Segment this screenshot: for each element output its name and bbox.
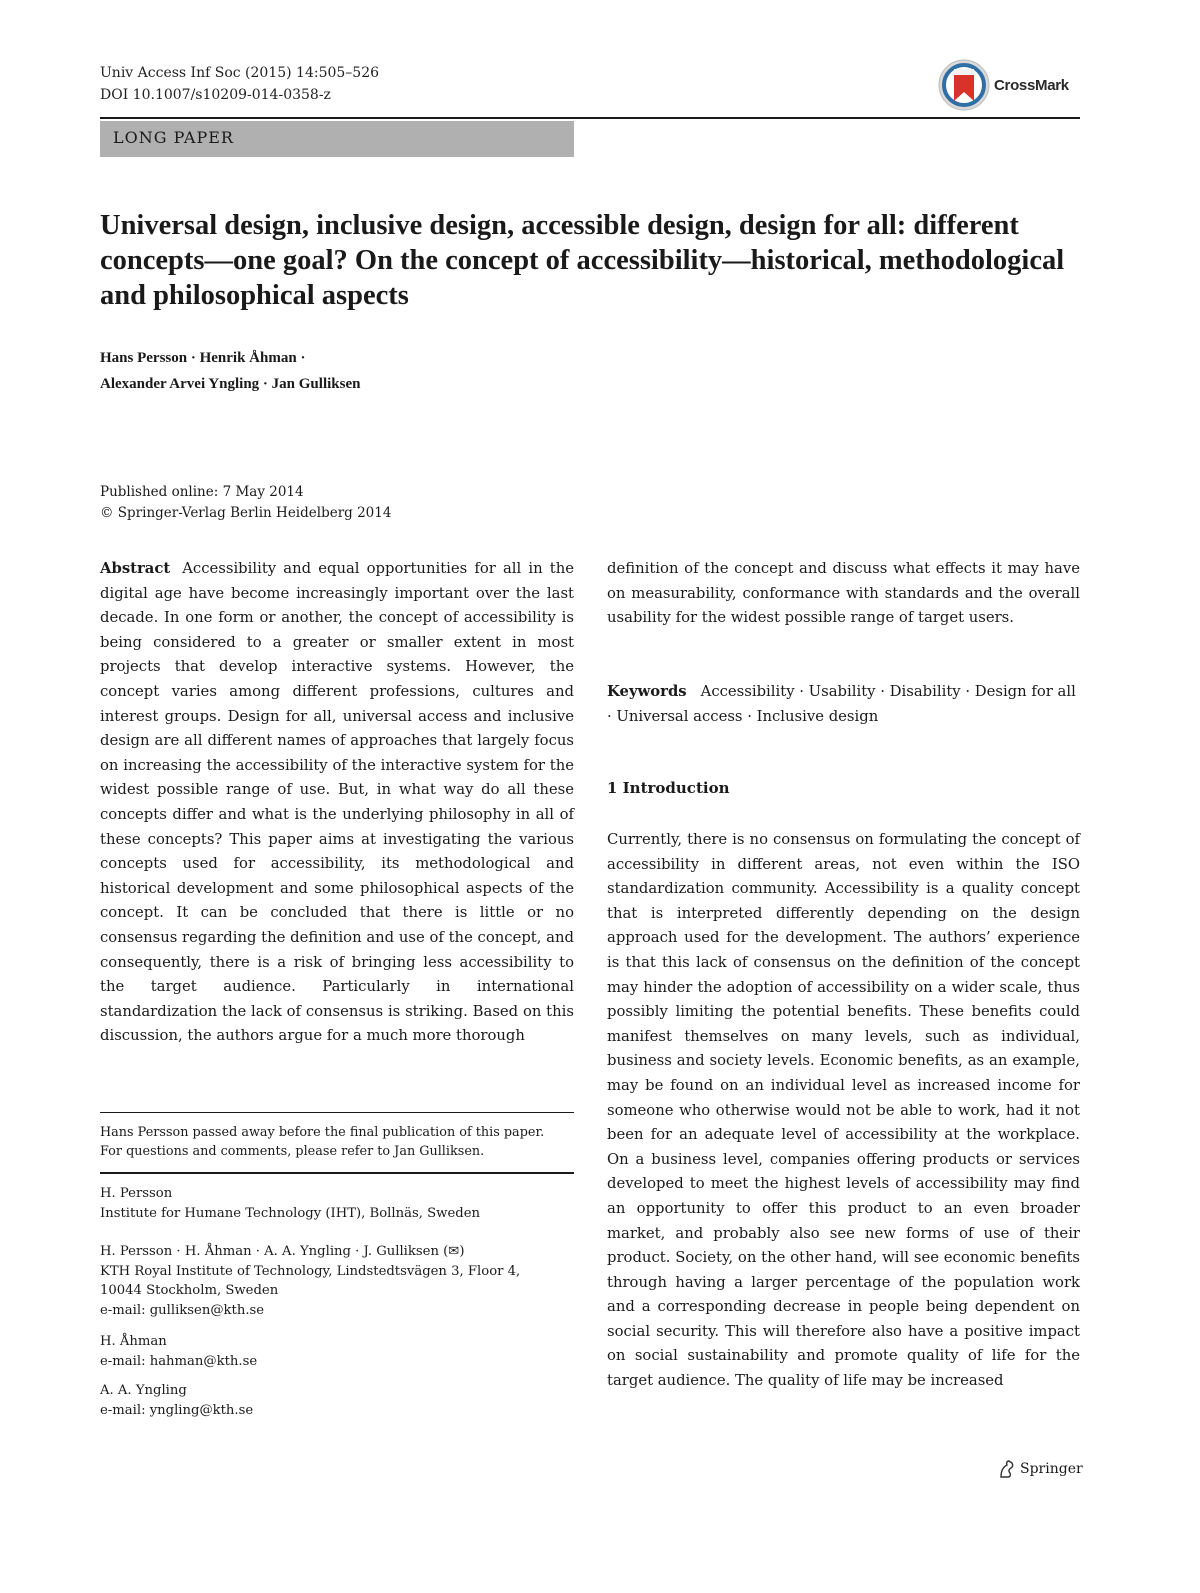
email-link[interactable]: e-mail: hahman@kth.se: [100, 1353, 258, 1369]
doi[interactable]: DOI 10.1007/s10209-014-0358-z: [100, 87, 331, 103]
publisher-name: Springer: [1020, 1461, 1083, 1477]
affiliation-rule: [100, 1172, 574, 1174]
keywords-text: Accessibility · Usability · Disability · Design for all · Universal access · Inclusive design: [607, 683, 1076, 725]
springer-horse-icon: [998, 1459, 1016, 1479]
header-rule: [100, 117, 1080, 119]
affiliation-line: H. Persson · H. Åhman · A. A. Yngling · J. Gulliksen (✉): [100, 1244, 465, 1259]
author-line: Hans Persson · Henrik Åhman ·: [100, 350, 306, 366]
email-link[interactable]: e-mail: gulliksen@kth.se: [100, 1302, 265, 1318]
affiliation-line: H. Åhman: [100, 1334, 167, 1349]
affiliation-block: [100, 1332, 574, 1371]
affiliation-line: A. A. Yngling: [100, 1383, 187, 1398]
affiliation-line: KTH Royal Institute of Technology, Lindstedtsvägen 3, Floor 4,: [100, 1263, 521, 1279]
author-list: [100, 345, 800, 397]
footnote-line: Hans Persson passed away before the final publication of this paper.: [100, 1125, 545, 1140]
keywords-label: Keywords: [607, 683, 687, 700]
affiliation-block: [100, 1381, 574, 1420]
published-date: Published online: 7 May 2014: [100, 484, 304, 500]
footnote-line: For questions and comments, please refer to Jan Gulliksen.: [100, 1144, 485, 1159]
introduction-text: Currently, there is no consensus on formulating the concept of accessibility in different areas, not even within the ISO standardization community. Accessibility is a quality concept that is interpreted differently depending on the design approach used for the development. The authors’ experience is that this lack of consensus on the definition of the concept may hinder the adoption of accessibility on a wider scale, thus possibly limiting the potential benefits. These benefits could manifest themselves on many levels, such as individual, business and society levels. Economic benefits, as an example, may be found on an individual level as increased income for someone who otherwise would not be able to work, had it not been for an adequate level of accessibility at the workplace. On a business level, companies offering products or services developed to meet the highest levels of accessibility may find an opportunity to offer this product to an even broader market, and probably also see new forms of use of their product. Society, on the other hand, will see economic benefits through having a larger percentage of the population work and a corresponding decrease in people being dependent on social security. This will therefore also have a positive impact on social sustainability and promote quality of life for the target audience. The quality of life may be increased: [607, 831, 1080, 1390]
affiliation-block: [100, 1184, 574, 1223]
section-heading-introduction: 1 Introduction: [607, 779, 730, 797]
abstract: [100, 557, 574, 1049]
email-link[interactable]: e-mail: yngling@kth.se: [100, 1402, 254, 1418]
affiliation-block: [100, 1242, 574, 1320]
paper-title: Universal design, inclusive design, accessible design, design for all: different concepts—one goal? On the concept of accessibility—historical, methodological and philosophical aspects: [100, 210, 1065, 311]
author-line: Alexander Arvei Yngling · Jan Gulliksen: [100, 376, 361, 392]
publication-info: [100, 482, 391, 524]
journal-citation: Univ Access Inf Soc (2015) 14:505–526: [100, 65, 380, 81]
affiliation-line: H. Persson: [100, 1186, 173, 1201]
footnote: [100, 1123, 574, 1161]
keywords: [607, 680, 1080, 729]
footnote-rule: [100, 1112, 574, 1113]
crossmark-label: CrossMark: [994, 76, 1069, 94]
abstract-label: Abstract: [100, 560, 171, 577]
crossmark-icon: [938, 59, 990, 111]
article-type-banner: [100, 121, 574, 157]
affiliation-line: 10044 Stockholm, Sweden: [100, 1283, 279, 1298]
abstract-text: Accessibility and equal opportunities for all in the digital age have become increasingly important over the last decade. In one form or another, the concept of accessibility is being considered to a greater or smaller extent in most projects that develop interactive systems. However, the concept varies among different professions, cultures and interest groups. Design for all, universal access and inclusive design are all different names of approaches that largely focus on increasing the accessibility of the interactive system for the widest possible range of use. But, in what way do all these concepts differ and what is the underlying philosophy in all of these concepts? This paper aims at investigating the various concepts used for accessibility, its methodological and historical development and some philosophical aspects of the concept. It can be concluded that there is little or no consensus regarding the definition and use of the concept, and consequently, there is a risk of bringing less accessibility to the target audience. Particularly in international standardization the lack of consensus is striking. Based on this discussion, the authors argue for a much more thorough: [100, 560, 574, 1045]
article-type-label: LONG PAPER: [113, 128, 234, 147]
affiliation-line: Institute for Humane Technology (IHT), Bollnäs, Sweden: [100, 1205, 480, 1221]
publisher-logo: [998, 1459, 1083, 1479]
abstract-continued: definition of the concept and discuss what effects it may have on measurability, conformance with standards and the overall usability for the widest possible range of target users.: [607, 560, 1080, 627]
copyright: © Springer-Verlag Berlin Heidelberg 2014: [100, 505, 392, 521]
crossmark-badge[interactable]: [938, 57, 1083, 113]
